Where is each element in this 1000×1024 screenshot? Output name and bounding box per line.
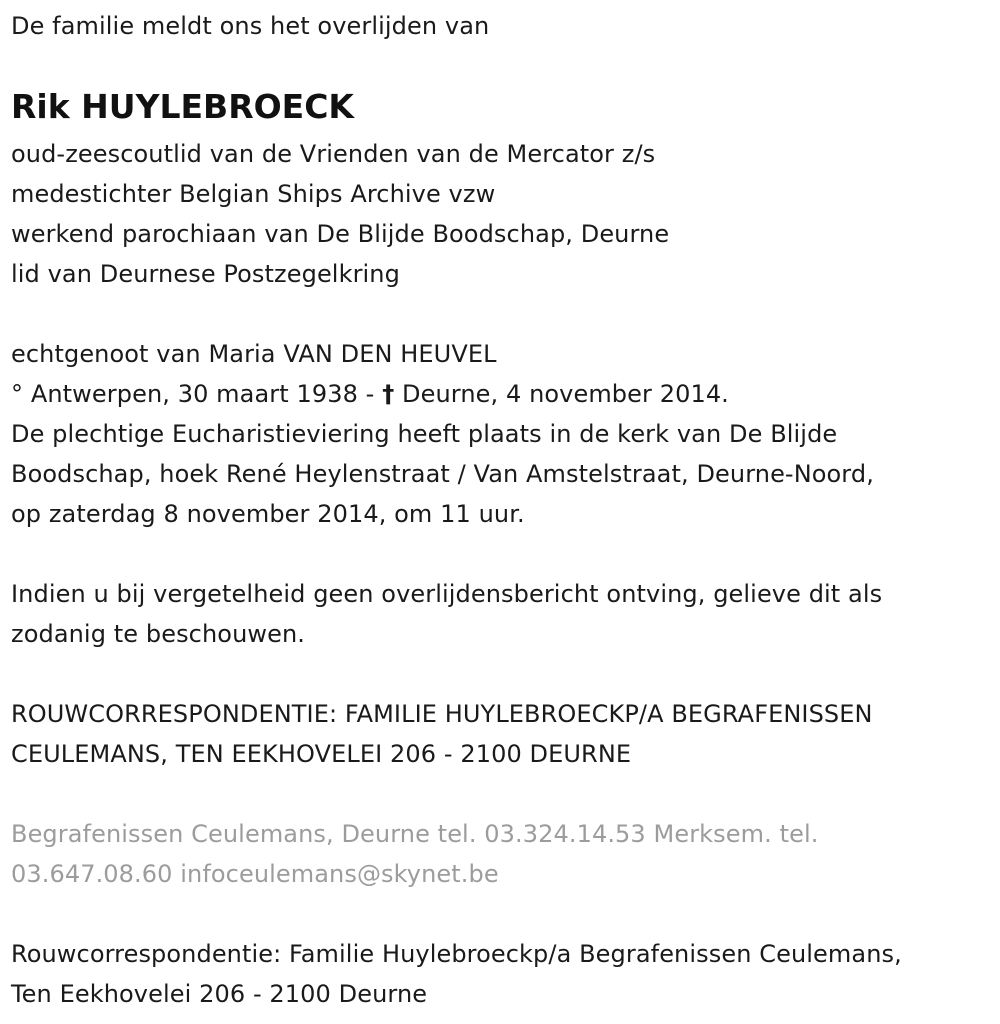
birth-death-line [11, 374, 874, 414]
role-item: medestichter Belgian Ships Archive vzw [11, 180, 496, 208]
correspondence [11, 934, 902, 1014]
role-item: lid van Deurnese Postzegelkring [11, 260, 400, 288]
deceased-name [11, 85, 354, 129]
last-name: HUYLEBROECK [81, 87, 355, 126]
role-item: oud-zeescoutlid van de Vrienden van de Mercator z/s [11, 140, 656, 168]
correspondence-upper-line: ROUWCORRESPONDENTIE: FAMILIE HUYLEBROECKP/A BEGRAFENISSEN [11, 700, 873, 728]
role-item: werkend parochiaan van De Blijde Boodschap, Deurne [11, 220, 670, 248]
funeral-home-line: 03.647.08.60 infoceulemans@skynet.be [11, 860, 499, 888]
correspondence-upper [11, 694, 873, 774]
notice-line: zodanig te beschouwen. [11, 620, 306, 648]
birth-info: Antwerpen, 30 maart 1938 - [30, 380, 375, 408]
intro-text: De familie meldt ons het overlijden van [11, 12, 490, 40]
first-name: Rik [11, 87, 70, 126]
correspondence-line: Ten Eekhovelei 206 - 2100 Deurne [11, 980, 428, 1008]
notice-paragraph [11, 574, 882, 654]
service-line: op zaterdag 8 november 2014, om 11 uur. [11, 500, 525, 528]
notice-line: Indien u bij vergetelheid geen overlijdensbericht ontving, gelieve dit als [11, 580, 883, 608]
correspondence-line: Rouwcorrespondentie: Familie Huylebroeckp/a Begrafenissen Ceulemans, [11, 940, 902, 968]
birth-symbol: ° [11, 380, 24, 408]
funeral-home-contact [11, 814, 818, 894]
life-details [11, 334, 874, 534]
funeral-home-line: Begrafenissen Ceulemans, Deurne tel. 03.324.14.53 Merksem. tel. [11, 820, 819, 848]
cross-icon: † [382, 380, 395, 408]
roles-list [11, 134, 669, 294]
correspondence-upper-line: CEULEMANS, TEN EEKHOVELEI 206 - 2100 DEURNE [11, 740, 632, 768]
spouse-line: echtgenoot van Maria VAN DEN HEUVEL [11, 340, 497, 368]
service-line: Boodschap, hoek René Heylenstraat / Van Amstelstraat, Deurne-Noord, [11, 460, 874, 488]
death-info: Deurne, 4 november 2014. [402, 380, 729, 408]
service-line: De plechtige Eucharistieviering heeft plaats in de kerk van De Blijde [11, 420, 838, 448]
